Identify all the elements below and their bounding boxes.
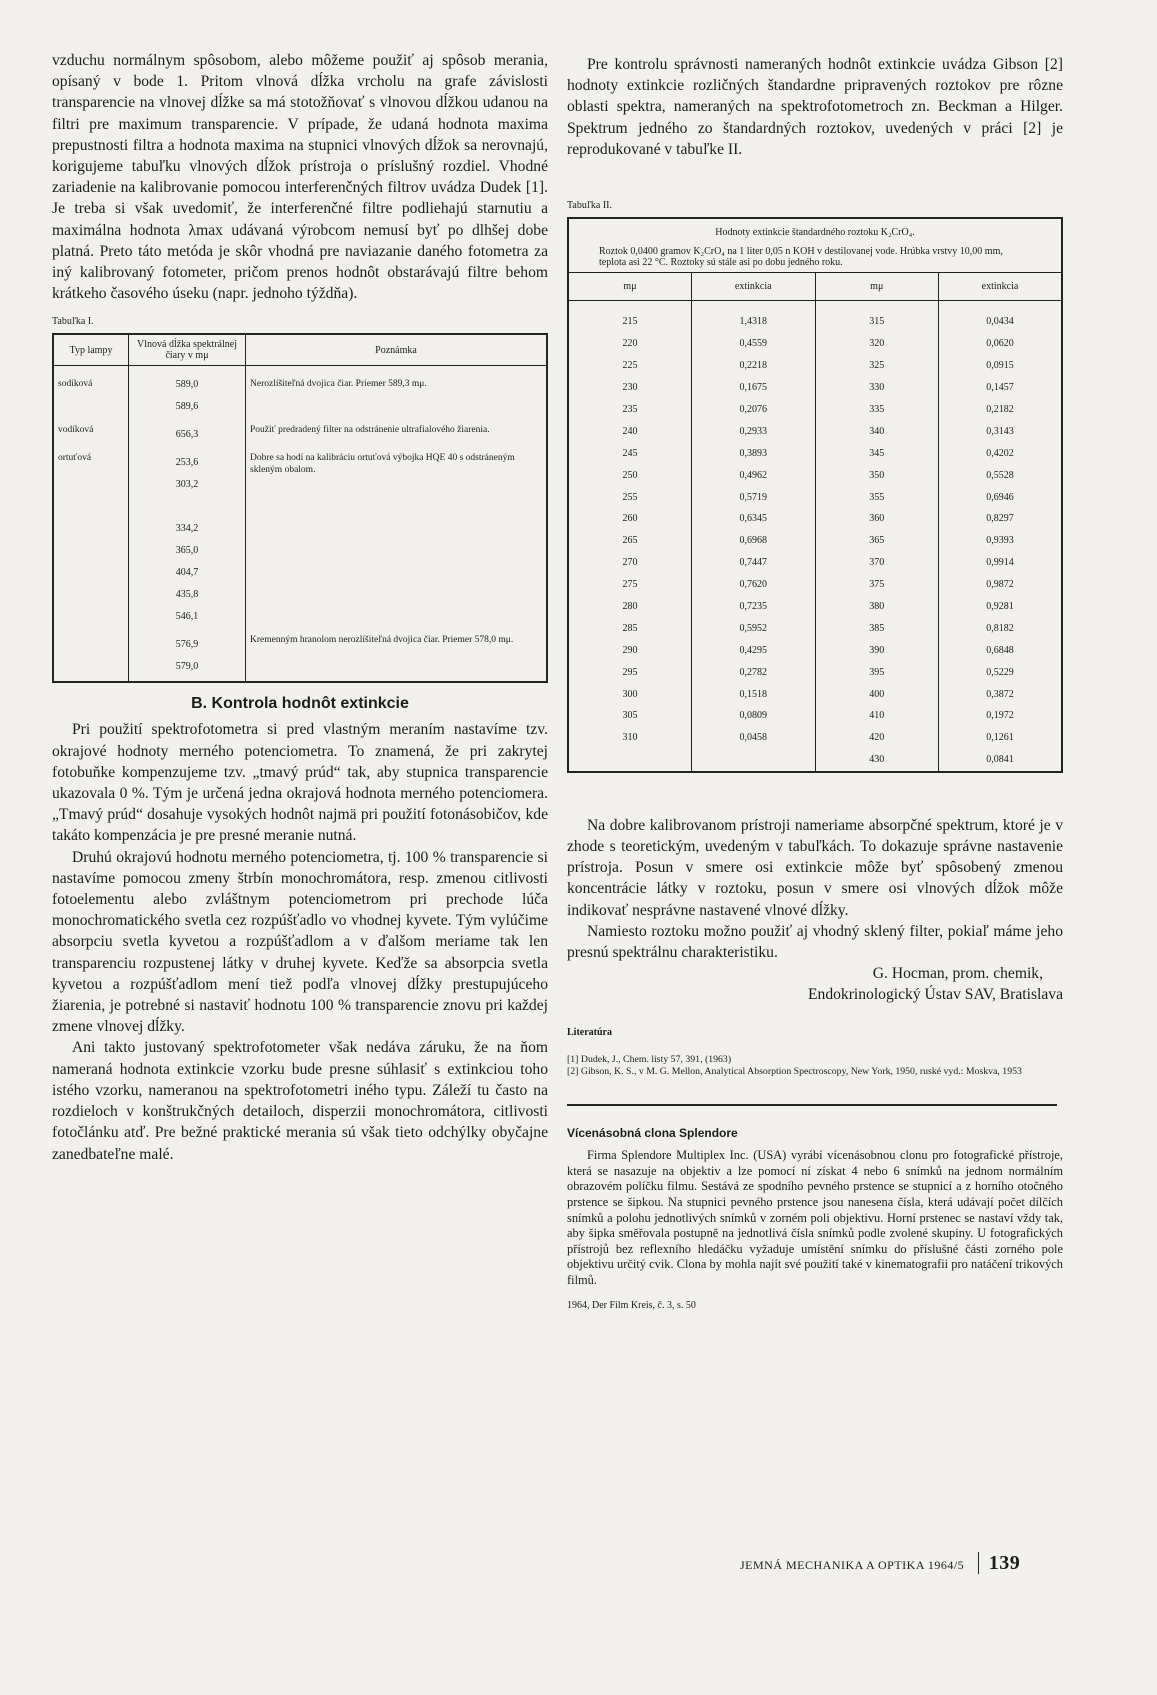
- wavelength-value: 579,0: [175, 661, 199, 673]
- wavelength-value: 656,3: [175, 429, 199, 441]
- extinction-cell: 0,7620: [692, 574, 816, 596]
- table2-row: [568, 552, 1062, 574]
- table2-body: [568, 301, 1062, 772]
- table2-row: [568, 749, 1062, 772]
- table1-header-row: [53, 334, 547, 366]
- wavelength-cell: 380: [815, 596, 939, 618]
- conclusion-paragraph: Namiesto roztoku možno použiť aj vhodný sklený filter, pokiaľ máme jeho presnú spektrálnu charakteristiku.: [567, 922, 1063, 961]
- wavelength-cell: 430: [815, 749, 939, 772]
- wavelength-cell: [129, 449, 246, 631]
- right-intro-paragraph: Pre kontrolu správnosti nameraných hodnôt extinkcie uvádza Gibson [2] hodnoty extinkcie rozličných štandardne pripravených roztokov pre rôzne oblasti spektra, nameraných na spektrofotometroch zn. Beckman a Hilger. Spektrum jedného zo štandardných roztokov, uvedených v práci [2] je reprodukované v tabuľke II.: [567, 56, 1063, 158]
- table2-caption-row: [568, 218, 1062, 273]
- table1-header-note: Poznámka: [246, 334, 548, 366]
- extinction-cell: 0,2933: [692, 420, 816, 442]
- note-cell: Použiť predradený filter na odstránenie ultrafialového žiarenia.: [250, 425, 490, 436]
- left-column: [52, 50, 548, 1165]
- table2-row: [568, 333, 1062, 355]
- wavelength-cell: 420: [815, 727, 939, 749]
- section-b-paragraph: Druhú okrajovú hodnotu merného potenciometra, tj. 100 % transparencie si nastavíme pomocou zmeny štrbín monochromátora, resp. zmenou citlivosti fotoelementu alebo zvláštnym potenciometrom pri prechode lúča monochromatického svetla cez rozpúšťadlo vo vhodnej kyvete. Tým vylúčime absorpciu svetla kyvetou a rozpúšťadlom a v ďalšom meriame tak len transparenciu rozpustenej látky v druhej kyvete. Keďže sa absorpcia svetla kyvetou a rozpúšťadlom mení tiež podľa vlnovej dĺžky prestupujúceho žiarenia, je potrebné si nastaviť hodnotu 100 % transparencie znovu pri každej zmene vlnovej dĺžky.: [52, 848, 548, 1036]
- table2-row: [568, 530, 1062, 552]
- section-b-paragraph: Ani takto justovaný spektrofotometer však nedáva záruku, že na ňom nameraná hodnota extinkcie vzorku bude presne súhlasiť s extinkciou toho istého vzorku, nameranou na spektrofotometri iného typu. Záleží tu často na rozdieloch v konštrukčných detailoch, disperzii monochromátora, citlivosti fotočlánku atď. Pre bežné praktické merania sú však tieto odchýlky obyčajne zanedbateľne malé.: [52, 1039, 548, 1163]
- table2-row: [568, 661, 1062, 683]
- wavelength-value: 576,9: [175, 639, 199, 651]
- extinction-cell: 0,6946: [986, 491, 1014, 503]
- wavelength-cell: [568, 749, 692, 772]
- wavelength-cell: 265: [568, 530, 692, 552]
- extinction-cell: 0,1261: [986, 732, 1014, 744]
- table2-row: [568, 464, 1062, 486]
- conclusion-paragraph: Na dobre kalibrovanom prístroji nameriame absorpčné spektrum, ktoré je v zhode s teoretickým, uvedeným v tabuľkách. To dokazuje správne nastavenie prístroja. Posun v smere osi extinkcie môže byť spôsobený zmenou koncentrácie látky v roztoku, posun v smere osi vlnových dĺžok môže indikovať nesprávne nastavené vlnové dĺžky.: [567, 816, 1063, 919]
- table2-row: [568, 727, 1062, 749]
- wavelength-value: 303,2: [175, 479, 199, 491]
- extinction-cell: 0,0915: [986, 360, 1014, 372]
- wavelength-cell: 280: [568, 596, 692, 618]
- table1-body: [53, 366, 547, 683]
- wavelength-cell: 285: [568, 617, 692, 639]
- wavelength-value: 253,6: [175, 457, 199, 469]
- extinction-cell: 0,6345: [692, 508, 816, 530]
- table2-header-extinction: extinkcia: [939, 273, 1063, 301]
- table1-label: Tabuľka I.: [52, 316, 94, 328]
- wavelength-cell: 215: [568, 301, 692, 333]
- extinction-cell: 0,0620: [986, 338, 1014, 350]
- wavelength-cell: 395: [815, 661, 939, 683]
- wavelength-cell: [129, 366, 246, 422]
- extinction-cell: 0,5719: [692, 486, 816, 508]
- table1-row: [53, 631, 547, 682]
- table2-row: [568, 420, 1062, 442]
- extinction-cell: 0,6848: [986, 644, 1014, 656]
- extinction-cell: 0,0434: [986, 316, 1014, 328]
- section-b-paragraph: Pri použití spektrofotometra si pred vlastným meraním nastavíme tzv. okrajové hodnoty merného potenciometra. To znamená, že pri zakrytej fotobuňke kompenzujeme tzv. „tmavý prúd“ tak, aby stupnica transparencie ukazovala 0 %. Tým je určená jedna okrajová hodnota merného potenciomera. „Tmavý prúd“ dosahuje vysokých hodnôt najmä pri použití fotonásobičov, kde takáto kompenzácia je pre presné meranie nutná.: [52, 721, 548, 845]
- wavelength-cell: 235: [568, 399, 692, 421]
- wavelength-cell: 390: [815, 639, 939, 661]
- wavelength-cell: 245: [568, 442, 692, 464]
- conclusion-block: [567, 815, 1063, 963]
- table2-row: [568, 399, 1062, 421]
- wavelength-cell: 350: [815, 464, 939, 486]
- extinction-cell: 0,7447: [692, 552, 816, 574]
- wavelength-cell: 345: [815, 442, 939, 464]
- right-column: [567, 54, 1063, 1311]
- wavelength-value: 546,1: [175, 611, 199, 623]
- wavelength-cell: 385: [815, 617, 939, 639]
- left-intro-paragraph: vzduchu normálnym spôsobom, alebo môžeme použiť aj spôsob merania, opísaný v bode 1. Pritom vlnová dĺžka vrcholu na grafe závislosti transparencie na vlnovej dĺžke sa má stotožňovať s vlnovou dĺžkou udanou na filtri pre maximum transparencie. V prípade, že udaná hodnota maxima prepustnosti filtra a hodnota maxima na stupnici vlnových dĺžok sa nerovnajú, korigujeme tabuľku vlnových dĺžok prístroja o príslušný rozdiel. Vhodné zariadenie na kalibrovanie pomocou interferenčných filtrov uvádza Dudek [1]. Je treba si však uvedomiť, že interferenčné filtre podliehajú starnutiu a maximálna hodnota λmax udávaná výrobcom nemusí byť po dlhšej dobe platná. Preto táto metóda je skôr vhodná pre naviazanie daného fotometra za iný kalibrovaný fotometer, pričom prenos hodnôt obstarávajú filtre behom krátkeho časového úseku (napr. jednoho týždňa).: [52, 52, 548, 303]
- extinction-cell: 0,9281: [986, 601, 1014, 613]
- extinction-cell: 0,1675: [692, 377, 816, 399]
- wavelength-value: 435,8: [175, 589, 199, 601]
- lamp-type-cell: vodíková: [53, 421, 129, 449]
- table2-row: [568, 508, 1062, 530]
- wavelength-value: 589,0: [175, 379, 199, 391]
- extinction-cell: 0,0809: [692, 705, 816, 727]
- extinction-cell: 0,8182: [986, 622, 1014, 634]
- table2-header-row: [568, 273, 1062, 301]
- wavelength-cell: 375: [815, 574, 939, 596]
- wavelength-cell: 260: [568, 508, 692, 530]
- extinction-cell: 0,1518: [692, 683, 816, 705]
- wavelength-cell: 325: [815, 355, 939, 377]
- extinction-cell: 0,3893: [692, 442, 816, 464]
- wavelength-cell: 335: [815, 399, 939, 421]
- page-footer: [740, 1552, 1020, 1575]
- author-affiliation: Endokrinologický Ústav SAV, Bratislava: [808, 986, 1063, 1004]
- wavelength-cell: 320: [815, 333, 939, 355]
- note-cell: Dobre sa hodí na kalibráciu ortuťová výbojka HQE 40 s odstráneným skleným obalom.: [250, 453, 515, 476]
- extinction-cell: 0,0841: [986, 754, 1014, 766]
- extinction-cell: 0,5528: [986, 469, 1014, 481]
- extinction-cell: 0,9914: [986, 557, 1014, 569]
- extinction-cell: 0,4962: [692, 464, 816, 486]
- wavelength-cell: 240: [568, 420, 692, 442]
- table2-row: [568, 486, 1062, 508]
- table2-row: [568, 596, 1062, 618]
- literature-item: [2] Gibson, K. S., v M. G. Mellon, Analytical Absorption Spectroscopy, New York, 1950, ruské vyd.: Moskva, 1953: [567, 1066, 1022, 1078]
- wavelength-cell: 225: [568, 355, 692, 377]
- wavelength-cell: 310: [568, 727, 692, 749]
- extinction-cell: 1,4318: [692, 301, 816, 333]
- table2-row: [568, 442, 1062, 464]
- extinction-cell: 0,5229: [986, 666, 1014, 678]
- wavelength-cell: 230: [568, 377, 692, 399]
- divider-line: [567, 1104, 1057, 1106]
- extinction-cell: 0,9872: [986, 579, 1014, 591]
- extinction-cell: 0,2076: [692, 399, 816, 421]
- news-source: 1964, Der Film Kreis, č. 3, s. 50: [567, 1300, 696, 1312]
- table1-row: [53, 421, 547, 449]
- table2-row: [568, 355, 1062, 377]
- table2-label: Tabuľka II.: [567, 200, 613, 212]
- table2: [567, 217, 1063, 773]
- extinction-cell: [692, 749, 816, 772]
- extinction-cell: 0,7235: [692, 596, 816, 618]
- section-b-heading: B. Kontrola hodnôt extinkcie: [191, 695, 409, 713]
- table2-header-extinction: extinkcia: [692, 273, 816, 301]
- table2-description: Roztok 0,0400 gramov K₂CrO₄ na 1 liter 0,05 n KOH v destilovanej vode. Hrúbka vrstvy 10,00 mm, teplota asi 22 °C. Roztoky sú stále asi po dobu jedného roku.: [599, 246, 1003, 269]
- wavelength-cell: 295: [568, 661, 692, 683]
- wavelength-cell: 400: [815, 683, 939, 705]
- wavelength-value: 589,6: [175, 401, 199, 413]
- wavelength-cell: [129, 421, 246, 449]
- journal-name: JEMNÁ MECHANIKA A OPTIKA 1964/5: [740, 1558, 965, 1572]
- extinction-cell: 0,6968: [692, 530, 816, 552]
- wavelength-value: 334,2: [175, 523, 199, 535]
- table2-row: [568, 639, 1062, 661]
- extinction-cell: 0,4295: [692, 639, 816, 661]
- extinction-cell: 0,9393: [986, 535, 1014, 547]
- wavelength-cell: 220: [568, 333, 692, 355]
- extinction-cell: 0,4202: [986, 447, 1014, 459]
- table2-title: Hodnoty extinkcie štandardného roztoku K₂CrO₄.: [715, 227, 915, 239]
- table1-header-wavelength: Vlnová dĺžka spektrálnej čiary v mμ: [129, 334, 246, 366]
- table2-caption: [568, 218, 1062, 273]
- wavelength-cell: 315: [815, 301, 939, 333]
- wavelength-cell: 305: [568, 705, 692, 727]
- extinction-cell: 0,4559: [692, 333, 816, 355]
- lamp-type-cell: sodíková: [53, 366, 129, 422]
- literature-label: Literatúra: [567, 1027, 612, 1039]
- news-text: Firma Splendore Multiplex Inc. (USA) vyrábí vícenásobnou clonu pro fotografické přístroje, která se nasazuje na objektiv a lze pomocí ní získat 4 nebo 6 snímků na jednom normálním obrazovém políčku filmu. Sestává ze spodního pevného prstence se stupnicí a z horního otočného prstence se šipkou. Na stupnici pevného prstence jsou nanesena čísla, která udávají počet dílčích snímků a polohu jednotlivých snímků v zorném poli objektivu. Horní prstenec se nastaví vždy tak, aby šipka směřovala postupně na jednotlivá čísla snímků podle zvolené skupiny. U fotografických přístrojů bez reflexního hledáčku vyžaduje umístění snímku do příslušné části zorného pole objektivu určitý cvik. Clona by mohla najít své použití také v kinematografii pro natáčení trikových filmů.: [567, 1148, 1063, 1287]
- extinction-cell: 0,1972: [986, 710, 1014, 722]
- table2-row: [568, 574, 1062, 596]
- note-cell: Kremenným hranolom nerozlíšiteľná dvojica čiar. Priemer 578,0 mμ.: [250, 635, 514, 646]
- wavelength-cell: [129, 631, 246, 682]
- extinction-cell: 0,2218: [692, 355, 816, 377]
- wavelength-value: 365,0: [175, 545, 199, 557]
- wavelength-value: 404,7: [175, 567, 199, 579]
- wavelength-cell: 330: [815, 377, 939, 399]
- extinction-cell: 0,2182: [986, 404, 1014, 416]
- extinction-cell: 0,3872: [986, 688, 1014, 700]
- extinction-cell: 0,1457: [986, 382, 1014, 394]
- lamp-type-cell: [53, 631, 129, 682]
- table2-row: [568, 377, 1062, 399]
- table1-row: [53, 449, 547, 631]
- extinction-cell: 0,3143: [986, 425, 1014, 437]
- extinction-cell: 0,5952: [692, 617, 816, 639]
- wavelength-cell: 355: [815, 486, 939, 508]
- table1: [52, 333, 548, 683]
- wavelength-cell: 300: [568, 683, 692, 705]
- wavelength-cell: 270: [568, 552, 692, 574]
- literature-item: [1] Dudek, J., Chem. listy 57, 391, (1963): [567, 1054, 732, 1066]
- extinction-cell: 0,2782: [692, 661, 816, 683]
- lamp-type-cell: ortuťová: [53, 449, 129, 631]
- table2-header-wavelength: mμ: [568, 273, 692, 301]
- wavelength-cell: 365: [815, 530, 939, 552]
- extinction-cell: 0,0458: [692, 727, 816, 749]
- wavelength-cell: 290: [568, 639, 692, 661]
- wavelength-value: [133, 496, 241, 518]
- extinction-cell: 0,8297: [986, 513, 1014, 525]
- table2-row: [568, 617, 1062, 639]
- table2-row: [568, 301, 1062, 333]
- wavelength-cell: 340: [815, 420, 939, 442]
- wavelength-cell: 370: [815, 552, 939, 574]
- news-heading: Vícenásobná clona Splendore: [567, 1126, 738, 1141]
- wavelength-cell: 250: [568, 464, 692, 486]
- wavelength-cell: 255: [568, 486, 692, 508]
- page-number: 139: [978, 1552, 1021, 1574]
- wavelength-cell: 410: [815, 705, 939, 727]
- author-name: G. Hocman, prom. chemik,: [872, 965, 1043, 983]
- wavelength-cell: 275: [568, 574, 692, 596]
- note-cell: Nerozlíšiteľná dvojica čiar. Priemer 589,3 mμ.: [250, 379, 427, 390]
- table2-row: [568, 705, 1062, 727]
- table1-row: [53, 366, 547, 422]
- table2-header-wavelength: mμ: [815, 273, 939, 301]
- wavelength-cell: 360: [815, 508, 939, 530]
- table1-header-lamp: Typ lampy: [53, 334, 129, 366]
- table2-row: [568, 683, 1062, 705]
